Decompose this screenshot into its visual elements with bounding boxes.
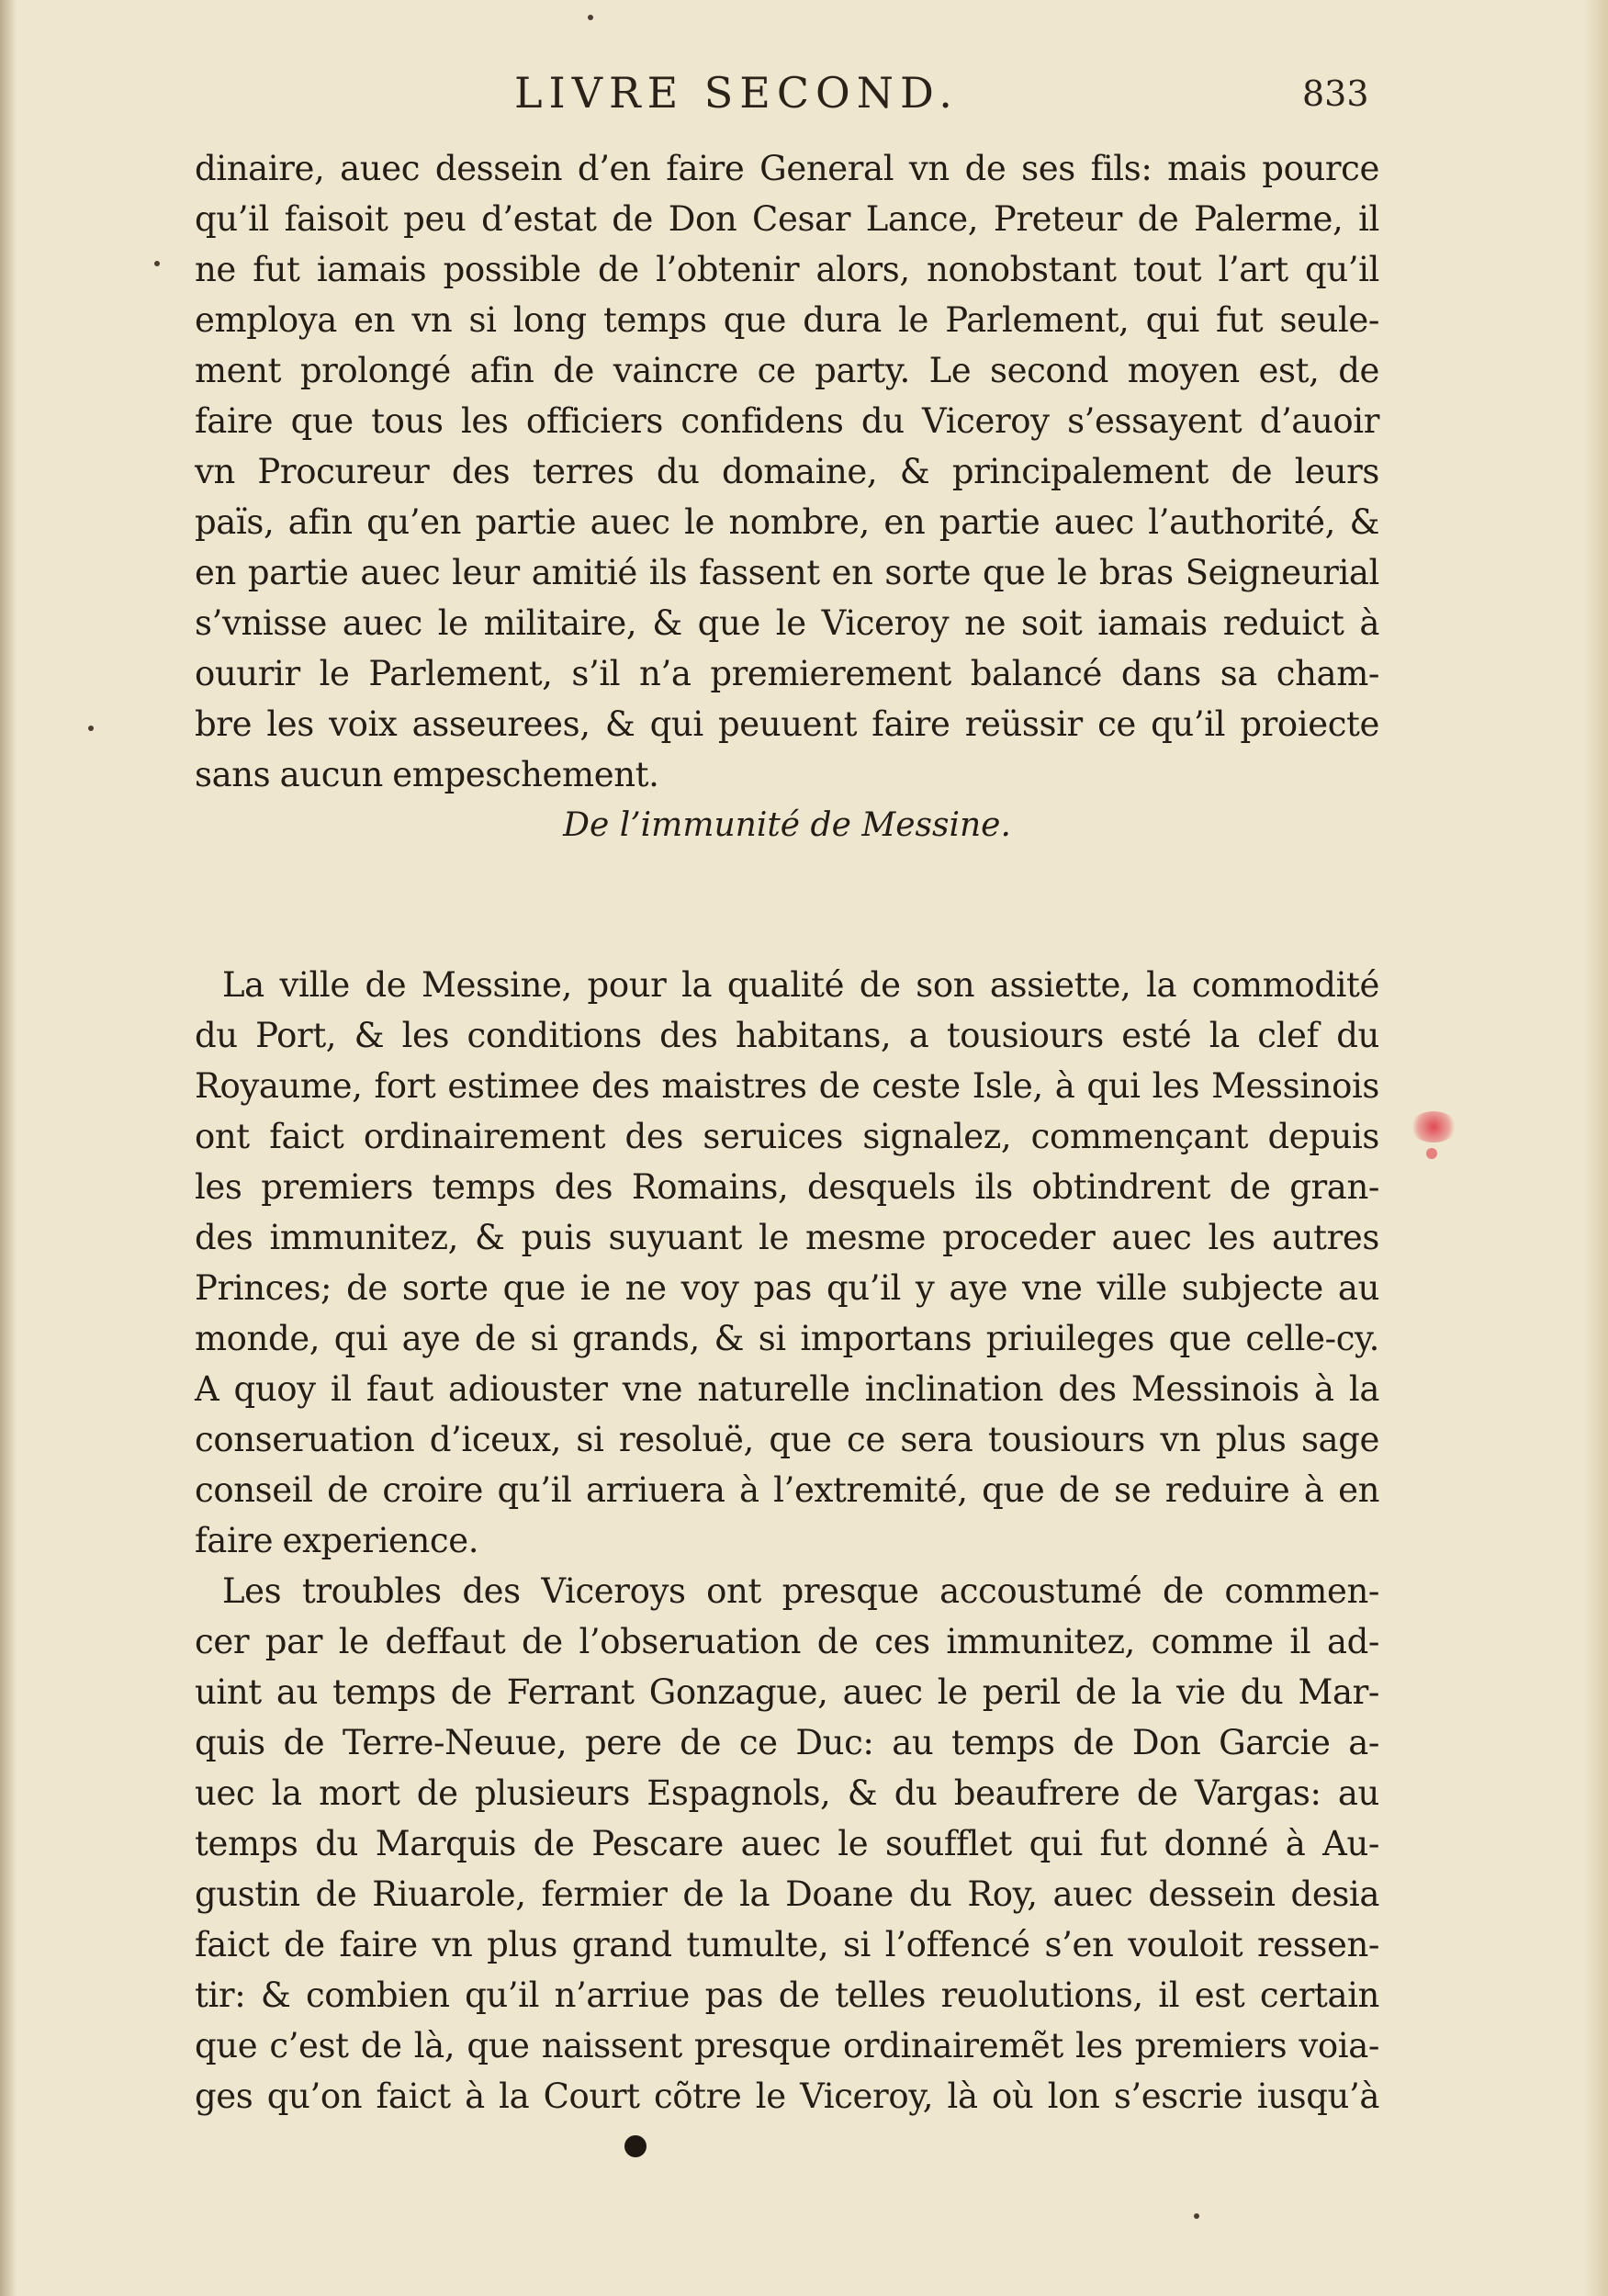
- ink-speck: [1194, 2213, 1199, 2219]
- text-line: uint au temps de Ferrant Gonzague, auec le peril de la vie du Mar-: [195, 1672, 1379, 1712]
- text-line: païs, afin qu’en partie auec le nombre, en partie auec l’authorité, &: [195, 502, 1379, 542]
- text-line: bre les voix asseurees, & qui peuuent faire reüssir ce qu’il proiecte: [195, 704, 1379, 744]
- paragraph-continued: [195, 143, 1379, 800]
- text-line: employa en vn si long temps que dura le Parlement, qui fut seule-: [195, 300, 1379, 340]
- ink-blot: [624, 2135, 647, 2157]
- text-line: faire que tous les officiers confidens du Viceroy s’essayent d’auoir: [195, 401, 1379, 441]
- text-line: A quoy il faut adiouster vne naturelle inclination des Messinois à la: [195, 1369, 1379, 1409]
- text-line: gustin de Riuarole, fermier de la Doane du Roy, auec dessein desia: [195, 1874, 1379, 1914]
- page-header: [193, 68, 1442, 132]
- text-line: du Port, & les conditions des habitans, a tousiours esté la clef du: [195, 1016, 1379, 1055]
- text-line: ne fut iamais possible de l’obtenir alors, nonobstant tout l’art qu’il: [195, 250, 1379, 289]
- text-line: Princes; de sorte que ie ne voy pas qu’il y aye vne ville subjecte au: [195, 1268, 1379, 1308]
- text-line: en partie auec leur amitié ils fassent en sorte que le bras Seigneurial: [195, 553, 1379, 592]
- text-line: faict de faire vn plus grand tumulte, si l’offencé s’en vouloit ressen-: [195, 1925, 1379, 1964]
- text-line: conseruation d’iceux, si resoluë, que ce sera tousiours vn plus sage: [195, 1420, 1379, 1459]
- text-line: qu’il faisoit peu d’estat de Don Cesar Lance, Preteur de Palerme, il: [195, 199, 1379, 239]
- text-line: monde, qui aye de si grands, & si importans priuileges que celle-cy.: [195, 1319, 1379, 1358]
- red-ink-speck: [1426, 1148, 1437, 1159]
- text-line: des immunitez, & puis suyuant le mesme proceder auec les autres: [195, 1218, 1379, 1257]
- text-line: les premiers temps des Romains, desquels ils obtindrent de gran-: [195, 1167, 1379, 1207]
- page-gutter-shadow: [0, 0, 17, 2296]
- text-line: conseil de croire qu’il arriuera à l’extremité, que de se reduire à en: [195, 1470, 1379, 1510]
- text-line: s’vnisse auec le militaire, & que le Viceroy ne soit iamais reduict à: [195, 603, 1379, 643]
- page-edge-shadow: [1584, 0, 1608, 2296]
- text-line: faire experience.: [195, 1521, 479, 1560]
- text-line: dinaire, auec dessein d’en faire General vn de ses fils: mais pource: [195, 149, 1379, 188]
- text-line: ont faict ordinairement des seruices signalez, commençant depuis: [195, 1117, 1379, 1156]
- section-heading: De l’immunité de Messine.: [563, 806, 1011, 844]
- ink-speck: [88, 726, 94, 731]
- text-line: cer par le deffaut de l’obseruation de ces immunitez, comme il ad-: [195, 1622, 1379, 1661]
- ink-speck: [154, 261, 160, 266]
- text-line: quis de Terre-Neuue, pere de ce Duc: au temps de Don Garcie a-: [195, 1723, 1379, 1762]
- running-head: LIVRE SECOND.: [514, 68, 959, 118]
- text-line: Royaume, fort estimee des maistres de ceste Isle, à qui les Messinois: [195, 1066, 1379, 1106]
- section-body: [195, 960, 1379, 2122]
- text-line: Les troubles des Viceroys ont presque accoustumé de commen-: [222, 1571, 1379, 1611]
- text-line: uec la mort de plusieurs Espagnols, & du beaufrere de Vargas: au: [195, 1773, 1379, 1813]
- red-ink-stain: [1410, 1111, 1457, 1142]
- text-line: que c’est de là, que naissent presque ordinairemẽt les premiers voia-: [195, 2026, 1379, 2065]
- text-line: ouurir le Parlement, s’il n’a premierement balancé dans sa cham-: [195, 654, 1379, 693]
- text-line: tir: & combien qu’il n’arriue pas de telles reuolutions, il est certain: [195, 1975, 1379, 2015]
- page-number: 833: [1302, 73, 1369, 114]
- text-line: temps du Marquis de Pescare auec le soufflet qui fut donné à Au-: [195, 1824, 1379, 1863]
- text-line: vn Procureur des terres du domaine, & principalement de leurs: [195, 452, 1379, 491]
- text-line: ges qu’on faict à la Court cõtre le Viceroy, là où lon s’escrie iusqu’à: [195, 2077, 1379, 2116]
- ink-speck: [588, 15, 593, 20]
- text-line: ment prolongé afin de vaincre ce party. Le second moyen est, de: [195, 351, 1379, 390]
- text-line: sans aucun empeschement.: [195, 755, 659, 794]
- text-line: La ville de Messine, pour la qualité de son assiette, la commodité: [222, 965, 1379, 1005]
